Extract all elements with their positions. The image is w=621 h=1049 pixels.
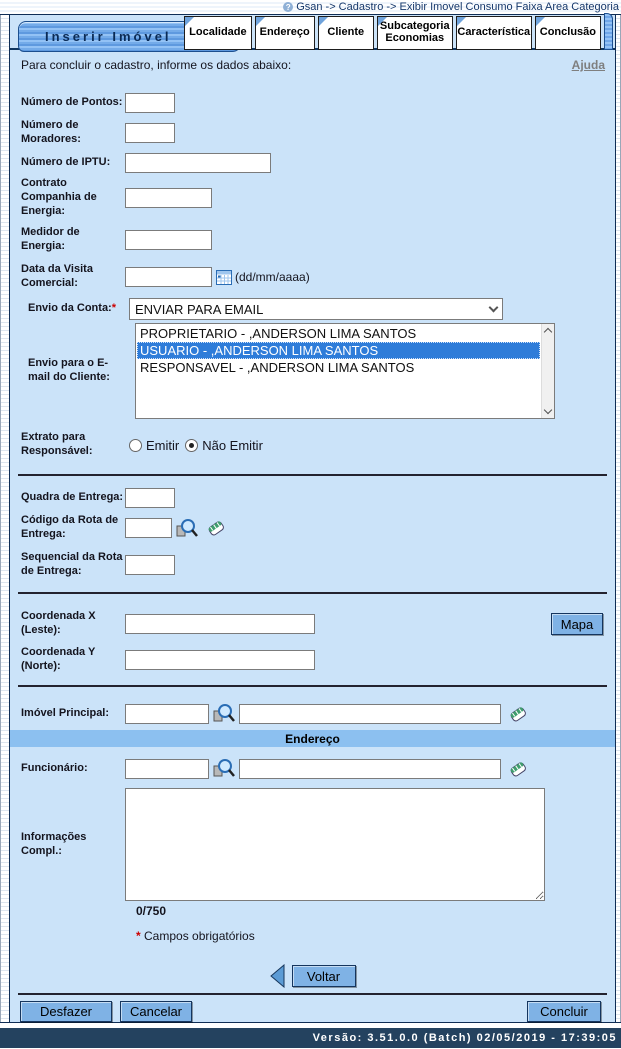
calendar-icon[interactable] bbox=[216, 270, 232, 285]
breadcrumb-bar bbox=[0, 0, 621, 14]
data-visita-label: Data da Visita Comercial: bbox=[21, 263, 93, 289]
section-divider bbox=[18, 685, 607, 687]
tab-cliente[interactable]: Cliente bbox=[318, 16, 374, 50]
sequencial-rota-label: Sequencial da Rota de Entrega: bbox=[21, 551, 123, 577]
tab-subcategoria-economias[interactable]: Subcategoria Economias bbox=[377, 16, 453, 50]
numero-moradores-label: Número de Moradores: bbox=[21, 119, 81, 145]
codigo-rota-input bbox=[125, 518, 172, 538]
informacoes-label: Informações Compl.: bbox=[21, 830, 87, 857]
search-icon[interactable] bbox=[212, 703, 236, 724]
wizard-tabs bbox=[181, 13, 613, 50]
funcionario-description bbox=[239, 759, 501, 779]
numero-iptu-input[interactable] bbox=[125, 153, 271, 173]
envio-conta-select[interactable] bbox=[129, 298, 503, 320]
back-arrow-icon[interactable] bbox=[270, 964, 285, 988]
search-icon[interactable] bbox=[212, 758, 236, 779]
scroll-down-icon[interactable] bbox=[544, 406, 552, 414]
numero-pontos-input[interactable] bbox=[125, 93, 175, 113]
envio-conta-value: ENVIAR PARA EMAIL bbox=[135, 301, 264, 317]
section-divider bbox=[18, 474, 607, 476]
scroll-up-icon[interactable] bbox=[544, 328, 552, 336]
version-text: Versão: 3.51.0.0 (Batch) 02/05/2019 - 17:39:05 bbox=[312, 1032, 617, 1044]
tab-edge-decoration bbox=[604, 13, 613, 50]
funcionario-input[interactable] bbox=[125, 759, 209, 779]
tab-caracteristica[interactable]: Característica bbox=[456, 16, 532, 50]
eraser-icon[interactable] bbox=[205, 518, 227, 538]
tab-conclusao[interactable]: Conclusão bbox=[535, 16, 601, 50]
radio-emitir[interactable] bbox=[129, 438, 179, 453]
eraser-icon[interactable] bbox=[507, 704, 529, 724]
desfazer-button[interactable]: Desfazer bbox=[20, 1001, 112, 1022]
date-format-hint: (dd/mm/aaaa) bbox=[235, 270, 310, 284]
coordenada-y-label: Coordenada Y (Norte): bbox=[21, 646, 96, 672]
listbox-scrollbar[interactable] bbox=[541, 324, 554, 418]
quadra-entrega-input[interactable] bbox=[125, 488, 175, 508]
listbox-option[interactable]: PROPRIETARIO - ,ANDERSON LIMA SANTOS bbox=[140, 326, 417, 341]
medidor-energia-label: Medidor de Energia: bbox=[21, 226, 80, 252]
listbox-option[interactable]: USUARIO - ,ANDERSON LIMA SANTOS bbox=[137, 342, 540, 359]
endereco-section-header: Endereço bbox=[10, 730, 615, 747]
radio-nao-emitir-icon[interactable] bbox=[185, 439, 198, 452]
extrato-label: Extrato para Responsável: bbox=[21, 431, 93, 457]
chevron-down-icon bbox=[489, 303, 499, 313]
concluir-button[interactable]: Concluir bbox=[527, 1001, 601, 1022]
mapa-button[interactable]: Mapa bbox=[551, 613, 603, 635]
funcionario-label: Funcionário: bbox=[21, 761, 88, 774]
version-footer bbox=[0, 1028, 621, 1048]
eraser-icon[interactable] bbox=[507, 759, 529, 779]
envio-email-listbox[interactable] bbox=[135, 323, 555, 419]
ajuda-link[interactable]: Ajuda bbox=[571, 58, 605, 72]
char-counter: 0/750 bbox=[136, 904, 167, 918]
voltar-button[interactable]: Voltar bbox=[292, 965, 356, 987]
page-header bbox=[10, 15, 615, 50]
radio-emitir-label: Emitir bbox=[146, 437, 180, 453]
contrato-energia-label: Contrato Companhia de Energia: bbox=[21, 177, 97, 217]
extrato-radio-group bbox=[129, 438, 615, 453]
help-icon[interactable]: ? bbox=[283, 2, 293, 12]
numero-moradores-input[interactable] bbox=[125, 123, 175, 143]
envio-email-label: Envio para o E-mail do Cliente: bbox=[28, 357, 110, 383]
window-frame bbox=[0, 14, 621, 1023]
radio-nao-emitir[interactable] bbox=[185, 438, 263, 453]
intro-text: Para concluir o cadastro, informe os dados abaixo: bbox=[21, 58, 292, 72]
radio-nao-emitir-label: Não Emitir bbox=[202, 437, 263, 453]
required-fields-note: * Campos obrigatórios bbox=[136, 929, 255, 943]
numero-pontos-label: Número de Pontos: bbox=[21, 96, 123, 109]
imovel-principal-description bbox=[239, 704, 501, 724]
data-visita-input[interactable] bbox=[125, 267, 212, 287]
sequencial-rota-input[interactable] bbox=[125, 555, 175, 575]
right-ruled-border bbox=[615, 15, 621, 1022]
search-icon[interactable] bbox=[175, 518, 199, 539]
tab-endereco[interactable]: Endereço bbox=[255, 16, 315, 50]
page-title: Inserir Imóvel bbox=[18, 21, 242, 52]
breadcrumb: Gsan -> Cadastro -> Exibir Imovel Consumo Faixa Area Categoria bbox=[296, 1, 619, 13]
tab-localidade[interactable]: Localidade bbox=[184, 16, 251, 50]
coordenada-y-input[interactable] bbox=[125, 650, 315, 670]
numero-iptu-label: Número de IPTU: bbox=[21, 156, 111, 169]
codigo-rota-label: Código da Rota de Entrega: bbox=[21, 514, 119, 540]
informacoes-textarea[interactable] bbox=[125, 788, 545, 901]
imovel-principal-label: Imóvel Principal: bbox=[21, 706, 110, 719]
envio-conta-label: Envio da Conta:* bbox=[28, 302, 117, 315]
section-divider bbox=[18, 993, 607, 995]
imovel-principal-input[interactable] bbox=[125, 704, 209, 724]
listbox-option[interactable]: RESPONSAVEL - ,ANDERSON LIMA SANTOS bbox=[140, 360, 415, 375]
required-asterisk: * bbox=[111, 302, 117, 315]
quadra-entrega-label: Quadra de Entrega: bbox=[21, 491, 124, 504]
cancelar-button[interactable]: Cancelar bbox=[120, 1001, 192, 1022]
section-divider bbox=[18, 592, 607, 594]
coordenada-x-label: Coordenada X (Leste): bbox=[21, 610, 96, 636]
left-ruled-border bbox=[0, 15, 10, 1022]
coordenada-x-input[interactable] bbox=[125, 614, 315, 634]
medidor-energia-input[interactable] bbox=[125, 230, 212, 250]
contrato-energia-input[interactable] bbox=[125, 188, 212, 208]
radio-emitir-icon[interactable] bbox=[129, 439, 142, 452]
